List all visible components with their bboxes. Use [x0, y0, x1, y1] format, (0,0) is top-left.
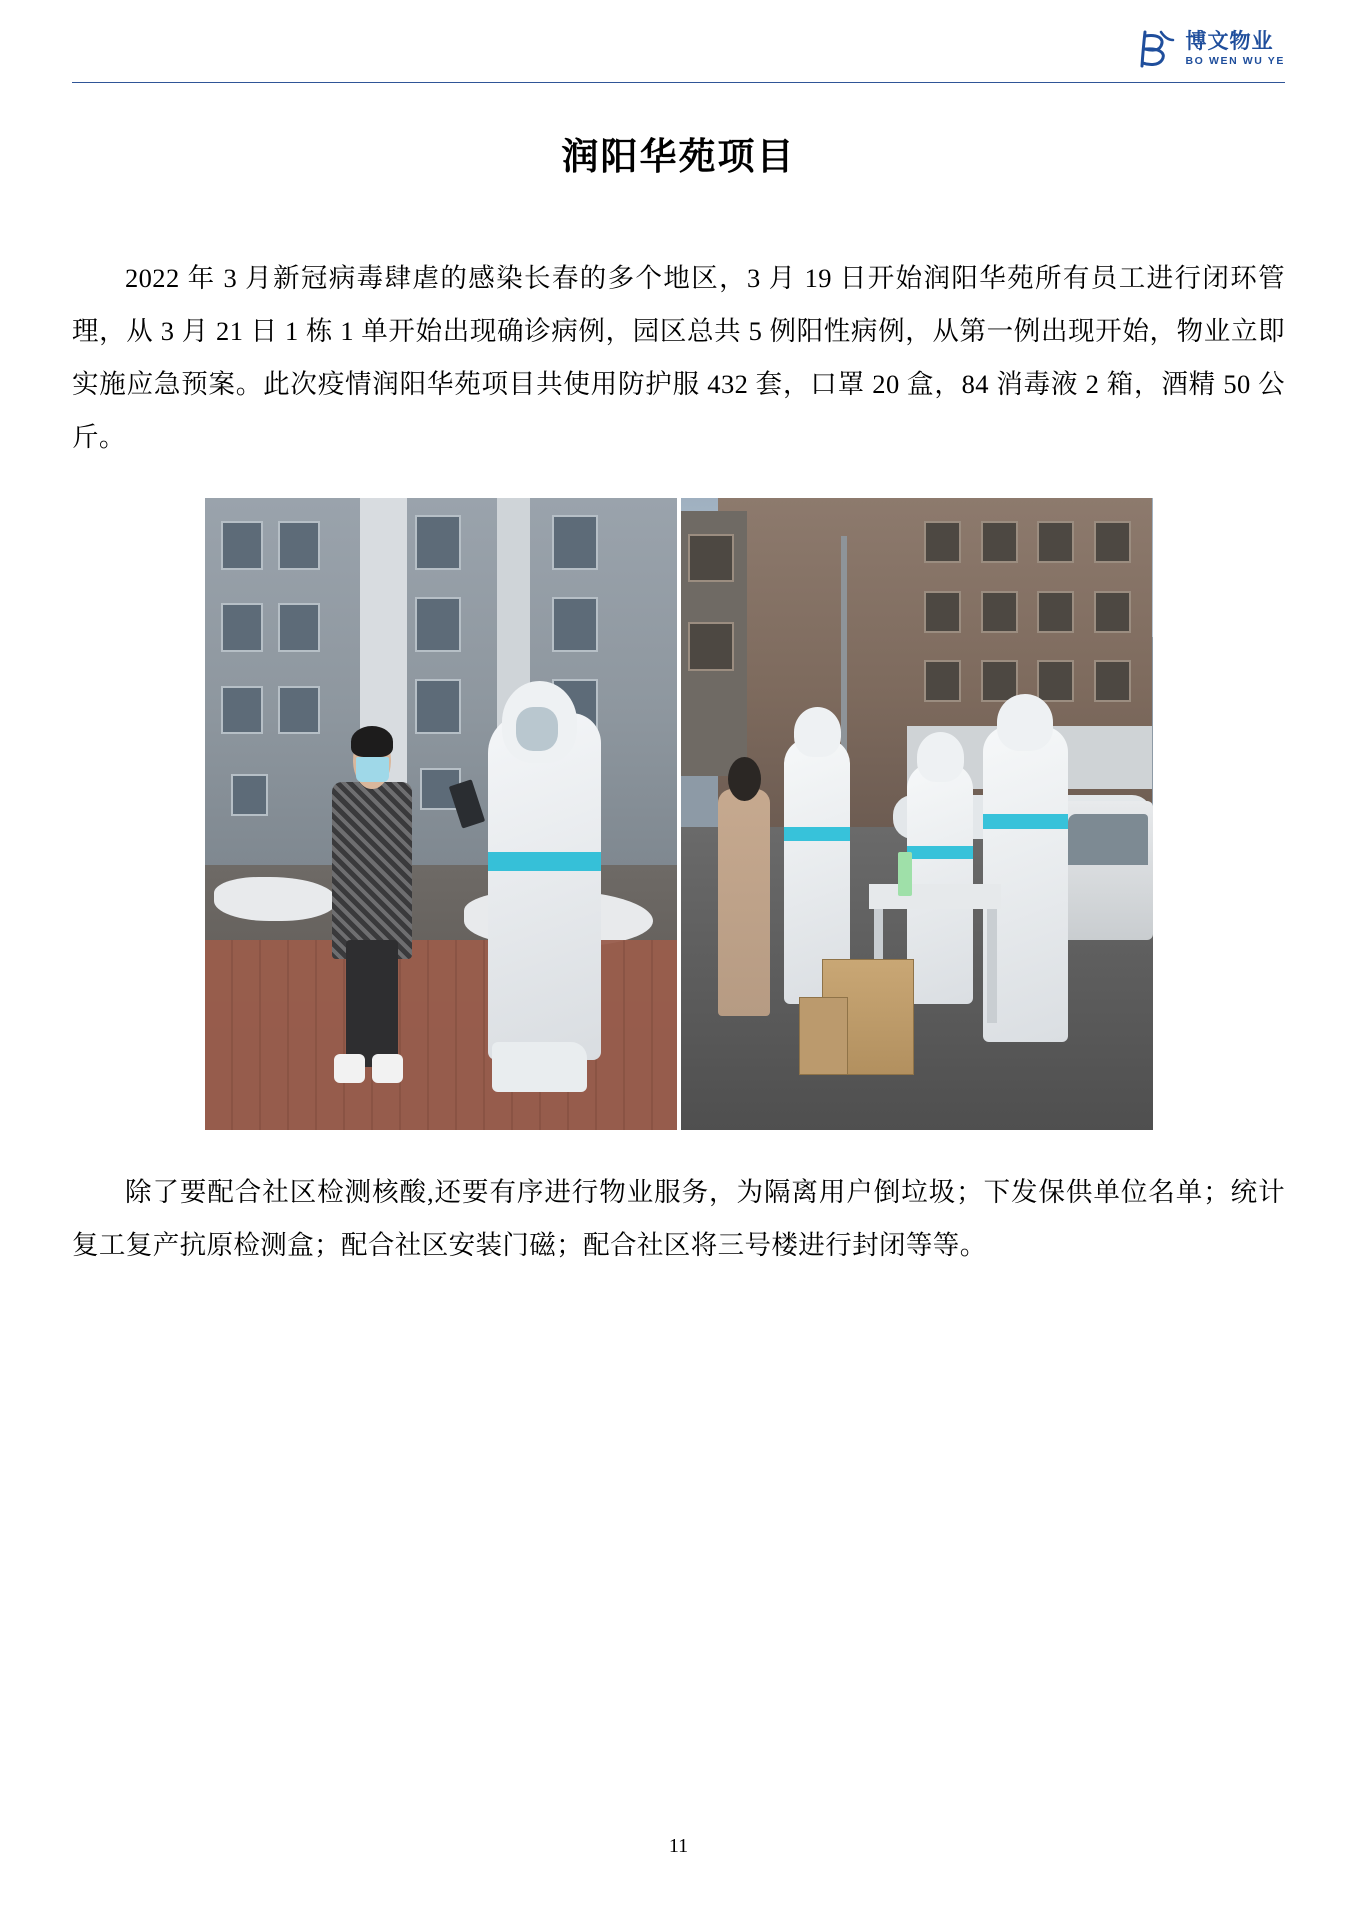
photo-nucleic-acid-registration [205, 498, 677, 1130]
photo-testing-station [681, 498, 1153, 1130]
brand-name-cn: 博文物业 [1185, 29, 1274, 53]
brand-logo-text [1185, 31, 1285, 67]
page-title: 润阳华苑项目 [561, 137, 796, 178]
body-paragraph-1: 2022 年 3 月新冠病毒肆虐的感染长春的多个地区，3 月 19 日开始润阳华苑所有员工进行闭环管理，从 3 月 21 日 1 栋 1 单开始出现确诊病例，园区总共 5 例阳性病例，从第一例出现开始，物业立即实施应急预案。此次疫情润阳华苑项目共使用防护服 432 套，口罩 20 盒，84 消毒液 2 箱，酒精 50 公斤。 [72, 263, 1285, 452]
body-paragraph-2: 除了要配合社区检测核酸,还要有序进行物业服务，为隔离用户倒垃圾；下发保供单位名单；统计复工复产抗原检测盒；配合社区安装门磁；配合社区将三号楼进行封闭等等。 [72, 1177, 1285, 1260]
page-header [72, 0, 1285, 96]
header-divider [72, 82, 1285, 83]
bowen-monogram-icon [1131, 26, 1177, 72]
brand-name-en: BO WEN WU YE [1185, 55, 1285, 68]
page-number: 11 [668, 1835, 689, 1857]
figure-row [72, 498, 1285, 1130]
brand-logo [1131, 26, 1285, 72]
